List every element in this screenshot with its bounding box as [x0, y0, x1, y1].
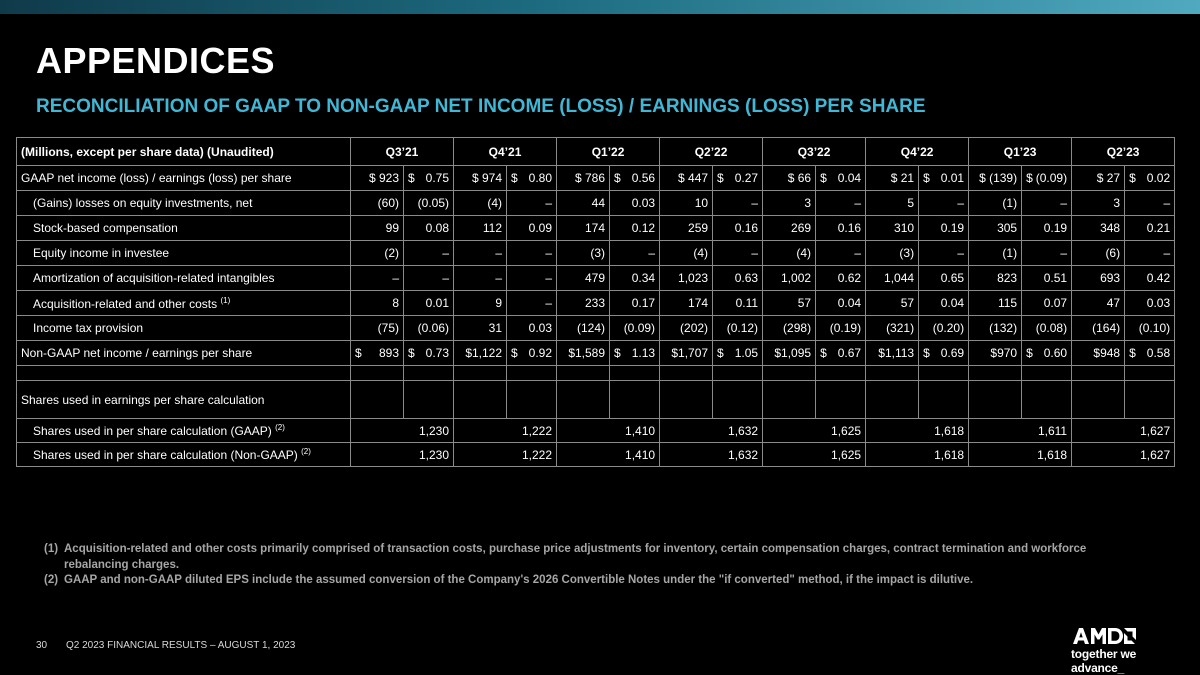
table-cell: (0.19) [816, 316, 866, 341]
table-cell: – [1022, 241, 1072, 266]
shares-cell: 1,611 [969, 419, 1072, 443]
table-cell: (0.05) [404, 191, 454, 216]
row-label-text: Shares used in earnings per share calculation [21, 392, 265, 407]
empty-cell [660, 366, 713, 381]
row-label [17, 419, 351, 443]
table-cell: – [404, 241, 454, 266]
empty-cell [454, 381, 507, 419]
table-cell [404, 341, 454, 366]
currency-symbol: $ [923, 346, 930, 360]
empty-cell [404, 366, 454, 381]
currency-symbol: $ [614, 346, 621, 360]
shares-cell: 1,625 [763, 443, 866, 467]
row-label-text: Shares used in per share calculation (GAAP) [33, 424, 272, 438]
table-cell: 5 [866, 191, 919, 216]
table-cell: – [713, 191, 763, 216]
table-cell: $ 974 [454, 166, 507, 191]
table-cell: – [610, 241, 660, 266]
amd-tagline: together we advance_ [1071, 647, 1137, 675]
shares-cell: 1,627 [1072, 419, 1175, 443]
amd-wordmark-icon [1071, 627, 1137, 645]
cell-value: 1.13 [631, 346, 656, 360]
empty-cell [660, 381, 713, 419]
empty-cell [351, 366, 404, 381]
table-cell: 0.62 [816, 266, 866, 291]
cell-value: 0.27 [734, 171, 759, 185]
row-label [17, 266, 351, 291]
page-number: 30 [36, 640, 48, 651]
table-cell: (0.20) [919, 316, 969, 341]
table-cell [816, 341, 866, 366]
table-cell: (0.06) [404, 316, 454, 341]
table-cell: (298) [763, 316, 816, 341]
table-cell: $ (139) [969, 166, 1022, 191]
row-label [17, 341, 351, 366]
row-label-text: Amortization of acquisition-related intangibles [33, 271, 275, 285]
table-cell: 9 [454, 291, 507, 316]
currency-symbol: $ [1026, 171, 1033, 185]
table-cell: 0.04 [919, 291, 969, 316]
table-cell: (4) [454, 191, 507, 216]
cell-value: 0.01 [940, 171, 965, 185]
table-cell: 259 [660, 216, 713, 241]
table-cell: – [919, 241, 969, 266]
shares-cell: 1,230 [351, 443, 454, 467]
empty-cell [507, 381, 557, 419]
quarter-header: Q1’23 [969, 138, 1072, 166]
table-cell: 348 [1072, 216, 1125, 241]
table-cell: (3) [866, 241, 919, 266]
table-cell: – [507, 241, 557, 266]
table-cell: – [454, 266, 507, 291]
shares-cell: 1,410 [557, 419, 660, 443]
row-label [17, 166, 351, 191]
table-cell: (1) [969, 191, 1022, 216]
table-cell: $ 27 [1072, 166, 1125, 191]
quarter-header: Q3’21 [351, 138, 454, 166]
table-cell: 693 [1072, 266, 1125, 291]
table-cell: 57 [763, 291, 816, 316]
shares-cell: 1,625 [763, 419, 866, 443]
table-cell: 0.07 [1022, 291, 1072, 316]
footnote-number: (1) [44, 543, 59, 555]
row-label-text: Non-GAAP net income / earnings per share [21, 346, 253, 360]
table-cell [404, 166, 454, 191]
table-cell: 174 [660, 291, 713, 316]
table-cell: 10 [660, 191, 713, 216]
table-cell: 0.42 [1125, 266, 1175, 291]
footnotes [44, 542, 1144, 589]
footnote-ref: (2) [275, 423, 285, 432]
reconciliation-table [16, 137, 1175, 467]
shares-cell: 1,222 [454, 443, 557, 467]
empty-cell [1022, 381, 1072, 419]
table-cell: – [507, 191, 557, 216]
quarter-header: Q1’22 [557, 138, 660, 166]
table-row [17, 316, 1175, 341]
table-cell: (1) [969, 241, 1022, 266]
table-row [17, 341, 1175, 366]
footer-text: Q2 2023 FINANCIAL RESULTS – AUGUST 1, 2023 [66, 640, 296, 651]
table-cell: $ 923 [351, 166, 404, 191]
table-cell: (321) [866, 316, 919, 341]
empty-cell [713, 381, 763, 419]
table-cell: 233 [557, 291, 610, 316]
row-label [17, 381, 351, 419]
table-cell: (124) [557, 316, 610, 341]
table-cell: $1,589 [557, 341, 610, 366]
footnote [44, 573, 1144, 589]
currency-symbol: $ [511, 171, 518, 185]
empty-cell [404, 381, 454, 419]
table-cell: – [816, 191, 866, 216]
table-cell: $1,113 [866, 341, 919, 366]
quarter-header: Q4’22 [866, 138, 969, 166]
empty-cell [557, 366, 610, 381]
table-cell: – [507, 291, 557, 316]
table-cell: (164) [1072, 316, 1125, 341]
footnote-ref: (2) [301, 447, 311, 456]
empty-cell [919, 381, 969, 419]
table-cell: 0.08 [404, 216, 454, 241]
table-cell [610, 166, 660, 191]
quarter-header: Q4’21 [454, 138, 557, 166]
empty-cell [1072, 366, 1125, 381]
table-cell: 1,002 [763, 266, 816, 291]
currency-symbol: $ [408, 171, 415, 185]
currency-symbol: $ [1129, 171, 1136, 185]
cell-value: 0.75 [425, 171, 450, 185]
table-cell: (4) [660, 241, 713, 266]
row-label [17, 291, 351, 316]
empty-cell [969, 366, 1022, 381]
empty-cell [351, 381, 404, 419]
table-cell: – [404, 266, 454, 291]
row-label-text: Income tax provision [33, 321, 144, 335]
table-cell: 174 [557, 216, 610, 241]
quarter-header: Q3’22 [763, 138, 866, 166]
currency-symbol: $ [717, 171, 724, 185]
table-cell: 3 [1072, 191, 1125, 216]
table-cell: 823 [969, 266, 1022, 291]
table-cell: (0.10) [1125, 316, 1175, 341]
table-cell: 47 [1072, 291, 1125, 316]
table-cell: 0.01 [404, 291, 454, 316]
table-cell [1022, 166, 1072, 191]
top-accent-bar [0, 0, 1200, 14]
table-cell: 8 [351, 291, 404, 316]
table-cell: 479 [557, 266, 610, 291]
footnote [44, 542, 1144, 573]
empty-cell [507, 366, 557, 381]
table-cell: $ 21 [866, 166, 919, 191]
currency-symbol: $ [511, 346, 518, 360]
quarter-header: Q2’22 [660, 138, 763, 166]
table-row [17, 266, 1175, 291]
table-cell: $1,095 [763, 341, 816, 366]
footnote-ref: (1) [220, 295, 231, 305]
table-cell: (0.09) [610, 316, 660, 341]
quarter-header: Q2’23 [1072, 138, 1175, 166]
empty-cell [1072, 381, 1125, 419]
table-header-label: (Millions, except per share data) (Unaudited) [17, 138, 351, 166]
empty-cell [557, 381, 610, 419]
empty-cell [969, 381, 1022, 419]
row-label-text: Acquisition-related and other costs [33, 296, 218, 311]
table-cell: 44 [557, 191, 610, 216]
shares-cell: 1,618 [866, 419, 969, 443]
table-header-row [17, 138, 1175, 166]
table-cell: 0.65 [919, 266, 969, 291]
table-cell: 1,044 [866, 266, 919, 291]
table-row [17, 291, 1175, 316]
empty-cell [866, 366, 919, 381]
spacer-row [17, 366, 1175, 381]
table-row [17, 216, 1175, 241]
empty-cell [919, 366, 969, 381]
table-cell: – [454, 241, 507, 266]
cell-value: 893 [378, 346, 399, 360]
empty-cell [610, 366, 660, 381]
table-cell [610, 341, 660, 366]
cell-value: 0.80 [528, 171, 553, 185]
footnote-text: Acquisition-related and other costs primarily comprised of transaction costs, purchase price adjustments for inventory, certain compensation charges, contract termination and workforce rebalancing charges. [64, 543, 1087, 571]
shares-section-row [17, 381, 1175, 419]
empty-cell [763, 381, 816, 419]
table-cell: 0.12 [610, 216, 660, 241]
table-cell: (132) [969, 316, 1022, 341]
currency-symbol: $ [614, 171, 621, 185]
cell-value: 0.69 [940, 346, 965, 360]
cell-value: 0.58 [1146, 346, 1171, 360]
empty-cell [1125, 381, 1175, 419]
table-cell [1022, 341, 1072, 366]
table-cell: 269 [763, 216, 816, 241]
table-cell: $ 447 [660, 166, 713, 191]
currency-symbol: $ [820, 346, 827, 360]
table-cell: (202) [660, 316, 713, 341]
table-cell: – [713, 241, 763, 266]
table-cell: 57 [866, 291, 919, 316]
table-cell: – [1125, 191, 1175, 216]
table-cell: – [1125, 241, 1175, 266]
table-cell: (60) [351, 191, 404, 216]
shares-cell: 1,618 [969, 443, 1072, 467]
row-label [17, 241, 351, 266]
amd-logo [1071, 627, 1191, 675]
currency-symbol: $ [820, 171, 827, 185]
table-cell: (75) [351, 316, 404, 341]
table-cell [713, 341, 763, 366]
page-title: APPENDICES [36, 40, 276, 81]
table-cell: 0.19 [919, 216, 969, 241]
table-cell: $970 [969, 341, 1022, 366]
table-cell [1125, 341, 1175, 366]
empty-cell [713, 366, 763, 381]
row-label-text: Stock-based compensation [33, 221, 178, 235]
shares-cell: 1,632 [660, 443, 763, 467]
cell-value: 0.02 [1146, 171, 1171, 185]
table-cell: 0.34 [610, 266, 660, 291]
cell-value: 0.60 [1043, 346, 1068, 360]
row-label-text: Shares used in per share calculation (Non-GAAP) [33, 448, 298, 462]
table-cell: 0.63 [713, 266, 763, 291]
row-label [17, 316, 351, 341]
table-cell [713, 166, 763, 191]
table-cell: (3) [557, 241, 610, 266]
table-cell: 115 [969, 291, 1022, 316]
empty-cell [1022, 366, 1072, 381]
table-cell: 0.03 [507, 316, 557, 341]
table-cell: 0.03 [1125, 291, 1175, 316]
page-subtitle: RECONCILIATION OF GAAP TO NON-GAAP NET INCOME (LOSS) / EARNINGS (LOSS) PER SHARE [36, 96, 926, 117]
currency-symbol: $ [355, 346, 362, 360]
table-cell: 0.03 [610, 191, 660, 216]
table-cell: 0.21 [1125, 216, 1175, 241]
row-label-text: Equity income in investee [33, 246, 170, 260]
table-cell: 0.04 [816, 291, 866, 316]
cell-value: (0.09) [1035, 171, 1068, 185]
table-cell [507, 166, 557, 191]
table-cell: 0.19 [1022, 216, 1072, 241]
table-cell: 0.51 [1022, 266, 1072, 291]
table-cell: 0.09 [507, 216, 557, 241]
currency-symbol: $ [1026, 346, 1033, 360]
shares-cell: 1,618 [866, 443, 969, 467]
table-cell: $1,707 [660, 341, 713, 366]
table-cell: 3 [763, 191, 816, 216]
table-cell: 0.11 [713, 291, 763, 316]
table-cell: (6) [1072, 241, 1125, 266]
cell-value: 1.05 [734, 346, 759, 360]
cell-value: 0.73 [425, 346, 450, 360]
table-cell: 31 [454, 316, 507, 341]
table-cell: 310 [866, 216, 919, 241]
row-label [17, 443, 351, 467]
cell-value: 0.04 [837, 171, 862, 185]
table-cell: – [1022, 191, 1072, 216]
table-cell [919, 341, 969, 366]
table-cell: (4) [763, 241, 816, 266]
table-cell: – [351, 266, 404, 291]
footnote-text: GAAP and non-GAAP diluted EPS include the assumed conversion of the Company's 2026 Convertible Notes under the "if converted" method, if the impact is dilutive. [64, 574, 974, 586]
table-cell: 0.16 [816, 216, 866, 241]
cell-value: 0.67 [837, 346, 862, 360]
shares-cell: 1,632 [660, 419, 763, 443]
table-cell [507, 341, 557, 366]
table-cell: 305 [969, 216, 1022, 241]
table-cell [816, 166, 866, 191]
table-cell: $948 [1072, 341, 1125, 366]
empty-cell [17, 366, 351, 381]
table-cell: – [919, 191, 969, 216]
currency-symbol: $ [923, 171, 930, 185]
empty-cell [454, 366, 507, 381]
empty-cell [816, 381, 866, 419]
currency-symbol: $ [408, 346, 415, 360]
shares-cell: 1,627 [1072, 443, 1175, 467]
table-cell: 99 [351, 216, 404, 241]
table-cell [919, 166, 969, 191]
table-cell [351, 341, 404, 366]
table-cell: $ 66 [763, 166, 816, 191]
row-label [17, 191, 351, 216]
empty-cell [816, 366, 866, 381]
table-row [17, 241, 1175, 266]
empty-cell [763, 366, 816, 381]
row-label-text: GAAP net income (loss) / earnings (loss) per share [21, 171, 292, 185]
cell-value: 0.56 [631, 171, 656, 185]
cell-value: 0.92 [528, 346, 553, 360]
currency-symbol: $ [717, 346, 724, 360]
table-row [17, 191, 1175, 216]
table-cell: 0.16 [713, 216, 763, 241]
table-cell: – [816, 241, 866, 266]
shares-cell: 1,222 [454, 419, 557, 443]
table-cell: (2) [351, 241, 404, 266]
table-cell: $ 786 [557, 166, 610, 191]
empty-cell [1125, 366, 1175, 381]
footnote-number: (2) [44, 574, 59, 586]
shares-row [17, 443, 1175, 467]
table-cell: 1,023 [660, 266, 713, 291]
table-cell: – [507, 266, 557, 291]
table-cell [1125, 166, 1175, 191]
table-row [17, 166, 1175, 191]
table-cell: (0.12) [713, 316, 763, 341]
empty-cell [610, 381, 660, 419]
empty-cell [866, 381, 919, 419]
table-cell: $1,122 [454, 341, 507, 366]
shares-cell: 1,230 [351, 419, 454, 443]
table-cell: (0.08) [1022, 316, 1072, 341]
shares-row [17, 419, 1175, 443]
currency-symbol: $ [1129, 346, 1136, 360]
shares-cell: 1,410 [557, 443, 660, 467]
row-label-text: (Gains) losses on equity investments, net [33, 196, 253, 210]
row-label [17, 216, 351, 241]
table-cell: 112 [454, 216, 507, 241]
table-cell: 0.17 [610, 291, 660, 316]
